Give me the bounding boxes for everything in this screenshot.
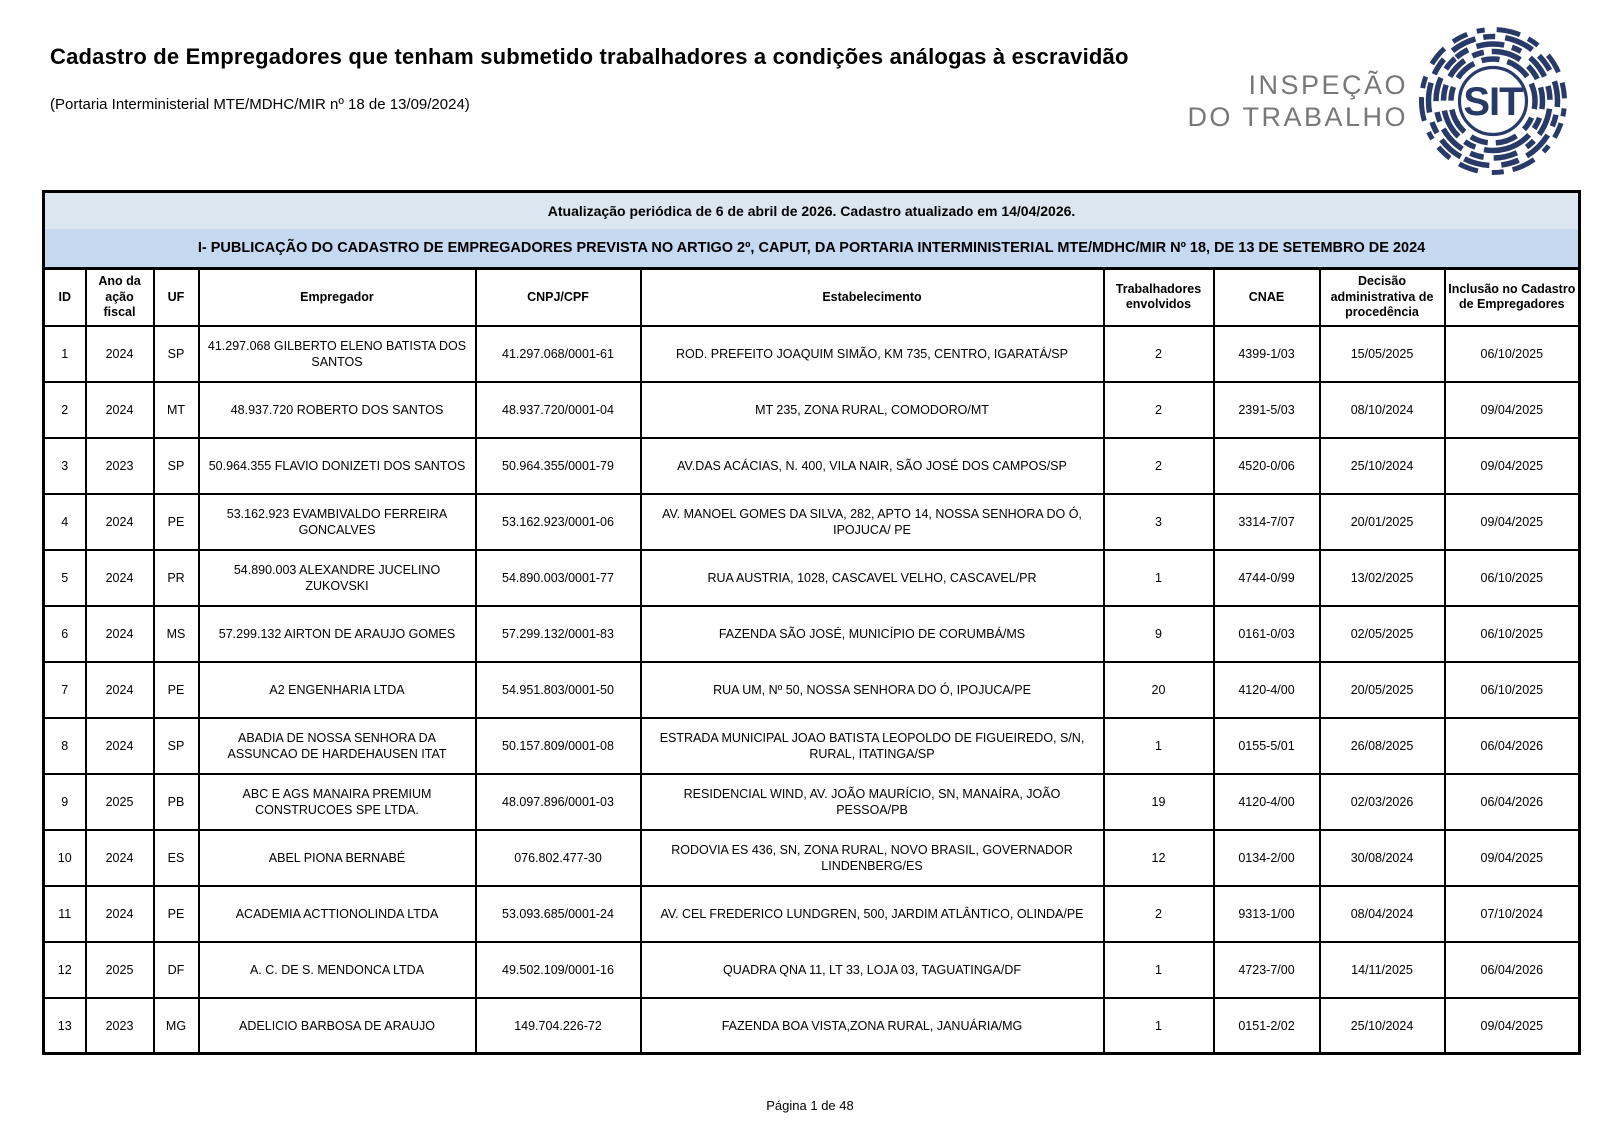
- table-row: [44, 830, 1580, 886]
- table-cell: 1: [1104, 998, 1214, 1054]
- table-cell: 11: [44, 886, 86, 942]
- table-cell: AV. CEL FREDERICO LUNDGREN, 500, JARDIM ATLÂNTICO, OLINDA/PE: [641, 886, 1104, 942]
- table-cell: 48.937.720/0001-04: [476, 382, 641, 438]
- table-row: [44, 438, 1580, 494]
- table-cell: 06/10/2025: [1445, 326, 1580, 382]
- table-cell: 48.937.720 ROBERTO DOS SANTOS: [199, 382, 476, 438]
- table-cell: 3: [44, 438, 86, 494]
- table-cell: 50.157.809/0001-08: [476, 718, 641, 774]
- table-row: [44, 662, 1580, 718]
- sit-circular-logo-icon: [1418, 26, 1568, 176]
- table-cell: 2: [44, 382, 86, 438]
- table-cell: 1: [1104, 942, 1214, 998]
- update-notice-row: [44, 192, 1580, 229]
- table-cell: 06/04/2026: [1445, 942, 1580, 998]
- table-row: [44, 606, 1580, 662]
- table-cell: 3: [1104, 494, 1214, 550]
- table-cell: 2024: [86, 606, 154, 662]
- table-cell: DF: [154, 942, 199, 998]
- table-cell: 9: [44, 774, 86, 830]
- table-cell: 4520-0/06: [1214, 438, 1320, 494]
- table-cell: 4120-4/00: [1214, 774, 1320, 830]
- table-cell: 076.802.477-30: [476, 830, 641, 886]
- table-cell: 149.704.226-72: [476, 998, 641, 1054]
- table-cell: 54.890.003/0001-77: [476, 550, 641, 606]
- table-cell: 1: [1104, 550, 1214, 606]
- table-cell: PB: [154, 774, 199, 830]
- table-cell: A. C. DE S. MENDONCA LTDA: [199, 942, 476, 998]
- table-cell: 54.951.803/0001-50: [476, 662, 641, 718]
- table-cell: 54.890.003 ALEXANDRE JUCELINO ZUKOVSKI: [199, 550, 476, 606]
- page-title: Cadastro de Empregadores que tenham submetido trabalhadores a condições análogas à escravidão: [50, 44, 1129, 69]
- table-cell: PE: [154, 662, 199, 718]
- table-cell: 4723-7/00: [1214, 942, 1320, 998]
- table-cell: 1: [1104, 718, 1214, 774]
- table-cell: 06/04/2026: [1445, 718, 1580, 774]
- table-cell: 2: [1104, 438, 1214, 494]
- table-cell: RODOVIA ES 436, SN, ZONA RURAL, NOVO BRASIL, GOVERNADOR LINDENBERG/ES: [641, 830, 1104, 886]
- table-cell: 09/04/2025: [1445, 998, 1580, 1054]
- column-header-inclusao-cadastro: Inclusão no Cadastro de Empregadores: [1445, 269, 1580, 326]
- table-cell: 09/04/2025: [1445, 438, 1580, 494]
- table-cell: 06/10/2025: [1445, 662, 1580, 718]
- table-cell: ABEL PIONA BERNABÉ: [199, 830, 476, 886]
- table-cell: ABC E AGS MANAIRA PREMIUM CONSTRUCOES SPE LTDA.: [199, 774, 476, 830]
- table-cell: 4399-1/03: [1214, 326, 1320, 382]
- table-cell: 14/11/2025: [1320, 942, 1445, 998]
- column-header-uf: UF: [154, 269, 199, 326]
- table-cell: 2391-5/03: [1214, 382, 1320, 438]
- table-cell: 30/08/2024: [1320, 830, 1445, 886]
- table-cell: 1: [44, 326, 86, 382]
- table-cell: 19: [1104, 774, 1214, 830]
- table-cell: ES: [154, 830, 199, 886]
- table-cell: 6: [44, 606, 86, 662]
- table-row: [44, 718, 1580, 774]
- table-cell: 02/05/2025: [1320, 606, 1445, 662]
- table-cell: 53.162.923 EVAMBIVALDO FERREIRA GONCALVES: [199, 494, 476, 550]
- table-cell: 4744-0/99: [1214, 550, 1320, 606]
- table-cell: 09/04/2025: [1445, 494, 1580, 550]
- table-cell: 50.964.355 FLAVIO DONIZETI DOS SANTOS: [199, 438, 476, 494]
- table-cell: 53.162.923/0001-06: [476, 494, 641, 550]
- table-cell: 02/03/2026: [1320, 774, 1445, 830]
- table-row: [44, 494, 1580, 550]
- table-cell: 0134-2/00: [1214, 830, 1320, 886]
- table-cell: 25/10/2024: [1320, 998, 1445, 1054]
- column-header-decisao-administrativa: Decisão administrativa de procedência: [1320, 269, 1445, 326]
- table-cell: 06/10/2025: [1445, 606, 1580, 662]
- section-title: I- PUBLICAÇÃO DO CADASTRO DE EMPREGADORES PREVISTA NO ARTIGO 2º, CAPUT, DA PORTARIA INTERMINISTERIAL MTE/MDHC/MIR Nº 18, DE 13 DE SETEMBRO DE 2024: [44, 229, 1580, 269]
- logo-wordmark-line1: INSPEÇÃO: [1248, 69, 1408, 100]
- table-cell: 4: [44, 494, 86, 550]
- table-cell: ACADEMIA ACTTIONOLINDA LTDA: [199, 886, 476, 942]
- table-cell: 8: [44, 718, 86, 774]
- table-cell: 2: [1104, 886, 1214, 942]
- table-cell: 08/10/2024: [1320, 382, 1445, 438]
- table-cell: 25/10/2024: [1320, 438, 1445, 494]
- page-header: [0, 0, 1620, 190]
- table-cell: RUA AUSTRIA, 1028, CASCAVEL VELHO, CASCAVEL/PR: [641, 550, 1104, 606]
- table-cell: SP: [154, 438, 199, 494]
- table-cell: SP: [154, 326, 199, 382]
- table-row: [44, 326, 1580, 382]
- table-cell: PE: [154, 886, 199, 942]
- table-row: [44, 550, 1580, 606]
- table-cell: 53.093.685/0001-24: [476, 886, 641, 942]
- table-cell: 2024: [86, 830, 154, 886]
- table-cell: 09/04/2025: [1445, 830, 1580, 886]
- table-cell: 9313-1/00: [1214, 886, 1320, 942]
- table-cell: 41.297.068 GILBERTO ELENO BATISTA DOS SANTOS: [199, 326, 476, 382]
- table-cell: 07/10/2024: [1445, 886, 1580, 942]
- table-cell: RUA UM, Nº 50, NOSSA SENHORA DO Ó, IPOJUCA/PE: [641, 662, 1104, 718]
- table-cell: ESTRADA MUNICIPAL JOAO BATISTA LEOPOLDO DE FIGUEIREDO, S/N, RURAL, ITATINGA/SP: [641, 718, 1104, 774]
- table-row: [44, 942, 1580, 998]
- table-cell: 7: [44, 662, 86, 718]
- table-cell: AV. MANOEL GOMES DA SILVA, 282, APTO 14, NOSSA SENHORA DO Ó, IPOJUCA/ PE: [641, 494, 1104, 550]
- table-row: [44, 886, 1580, 942]
- table-cell: 2: [1104, 326, 1214, 382]
- table-cell: 0155-5/01: [1214, 718, 1320, 774]
- table-cell: 2024: [86, 886, 154, 942]
- table-cell: 12: [44, 942, 86, 998]
- column-header-row: [44, 269, 1580, 326]
- table-cell: 20: [1104, 662, 1214, 718]
- table-cell: 10: [44, 830, 86, 886]
- table-cell: 2024: [86, 494, 154, 550]
- table-cell: 13: [44, 998, 86, 1054]
- table-row: [44, 998, 1580, 1054]
- table-cell: 0151-2/02: [1214, 998, 1320, 1054]
- inspecao-do-trabalho-logo: [1187, 26, 1568, 176]
- column-header-id: ID: [44, 269, 86, 326]
- column-header-estabelecimento: Estabelecimento: [641, 269, 1104, 326]
- table-cell: QUADRA QNA 11, LT 33, LOJA 03, TAGUATINGA/DF: [641, 942, 1104, 998]
- table-cell: ADELICIO BARBOSA DE ARAUJO: [199, 998, 476, 1054]
- table-cell: 20/05/2025: [1320, 662, 1445, 718]
- table-row: [44, 382, 1580, 438]
- table-cell: MS: [154, 606, 199, 662]
- sit-logo-text: SIT: [1463, 80, 1523, 124]
- table-cell: AV.DAS ACÁCIAS, N. 400, VILA NAIR, SÃO JOSÉ DOS CAMPOS/SP: [641, 438, 1104, 494]
- update-notice: Atualização periódica de 6 de abril de 2026. Cadastro atualizado em 14/04/2026.: [44, 192, 1580, 229]
- table-cell: SP: [154, 718, 199, 774]
- column-header-cnpj-cpf: CNPJ/CPF: [476, 269, 641, 326]
- table-cell: 2023: [86, 438, 154, 494]
- table-cell: 2: [1104, 382, 1214, 438]
- table-cell: 13/02/2025: [1320, 550, 1445, 606]
- page-number: Página 1 de 48: [766, 1098, 854, 1113]
- column-header-trabalhadores-envolvidos: Trabalhadores envolvidos: [1104, 269, 1214, 326]
- table-cell: 57.299.132 AIRTON DE ARAUJO GOMES: [199, 606, 476, 662]
- table-cell: 2024: [86, 662, 154, 718]
- table-cell: ABADIA DE NOSSA SENHORA DA ASSUNCAO DE HARDEHAUSEN ITAT: [199, 718, 476, 774]
- table-row: [44, 774, 1580, 830]
- table-cell: A2 ENGENHARIA LTDA: [199, 662, 476, 718]
- page-subtitle: (Portaria Interministerial MTE/MDHC/MIR nº 18 de 13/09/2024): [50, 96, 470, 113]
- table-cell: 06/10/2025: [1445, 550, 1580, 606]
- table-cell: 2024: [86, 718, 154, 774]
- table-cell: 48.097.896/0001-03: [476, 774, 641, 830]
- table-cell: 57.299.132/0001-83: [476, 606, 641, 662]
- table-cell: 2023: [86, 998, 154, 1054]
- table-cell: 49.502.109/0001-16: [476, 942, 641, 998]
- table-cell: 41.297.068/0001-61: [476, 326, 641, 382]
- table-cell: 2024: [86, 326, 154, 382]
- table-cell: 9: [1104, 606, 1214, 662]
- table-cell: 09/04/2025: [1445, 382, 1580, 438]
- table-cell: FAZENDA BOA VISTA,ZONA RURAL, JANUÁRIA/MG: [641, 998, 1104, 1054]
- table-cell: MT 235, ZONA RURAL, COMODORO/MT: [641, 382, 1104, 438]
- table-cell: PE: [154, 494, 199, 550]
- logo-wordmark-line2: DO TRABALHO: [1187, 102, 1408, 132]
- table-cell: MT: [154, 382, 199, 438]
- table-cell: 15/05/2025: [1320, 326, 1445, 382]
- table-body: [44, 326, 1580, 1054]
- table-cell: 2024: [86, 550, 154, 606]
- table-cell: 0161-0/03: [1214, 606, 1320, 662]
- table-cell: 26/08/2025: [1320, 718, 1445, 774]
- employers-registry-table: [42, 190, 1581, 1055]
- table-cell: 06/04/2026: [1445, 774, 1580, 830]
- table-cell: 08/04/2024: [1320, 886, 1445, 942]
- column-header-cnae: CNAE: [1214, 269, 1320, 326]
- section-title-row: [44, 229, 1580, 269]
- table-cell: ROD. PREFEITO JOAQUIM SIMÃO, KM 735, CENTRO, IGARATÁ/SP: [641, 326, 1104, 382]
- table-cell: 2024: [86, 382, 154, 438]
- column-header-empregador: Empregador: [199, 269, 476, 326]
- table-cell: 3314-7/07: [1214, 494, 1320, 550]
- table-cell: 12: [1104, 830, 1214, 886]
- table-cell: RESIDENCIAL WIND, AV. JOÃO MAURÍCIO, SN, MANAÍRA, JOÃO PESSOA/PB: [641, 774, 1104, 830]
- table-cell: MG: [154, 998, 199, 1054]
- table-cell: FAZENDA SÃO JOSÉ, MUNICÍPIO DE CORUMBÁ/MS: [641, 606, 1104, 662]
- table-cell: 2025: [86, 774, 154, 830]
- table-cell: 5: [44, 550, 86, 606]
- table-cell: 4120-4/00: [1214, 662, 1320, 718]
- table-cell: 50.964.355/0001-79: [476, 438, 641, 494]
- table-cell: 20/01/2025: [1320, 494, 1445, 550]
- logo-wordmark: [1187, 69, 1408, 134]
- table-cell: 2025: [86, 942, 154, 998]
- column-header-ano-acao-fiscal: Ano da ação fiscal: [86, 269, 154, 326]
- table-cell: PR: [154, 550, 199, 606]
